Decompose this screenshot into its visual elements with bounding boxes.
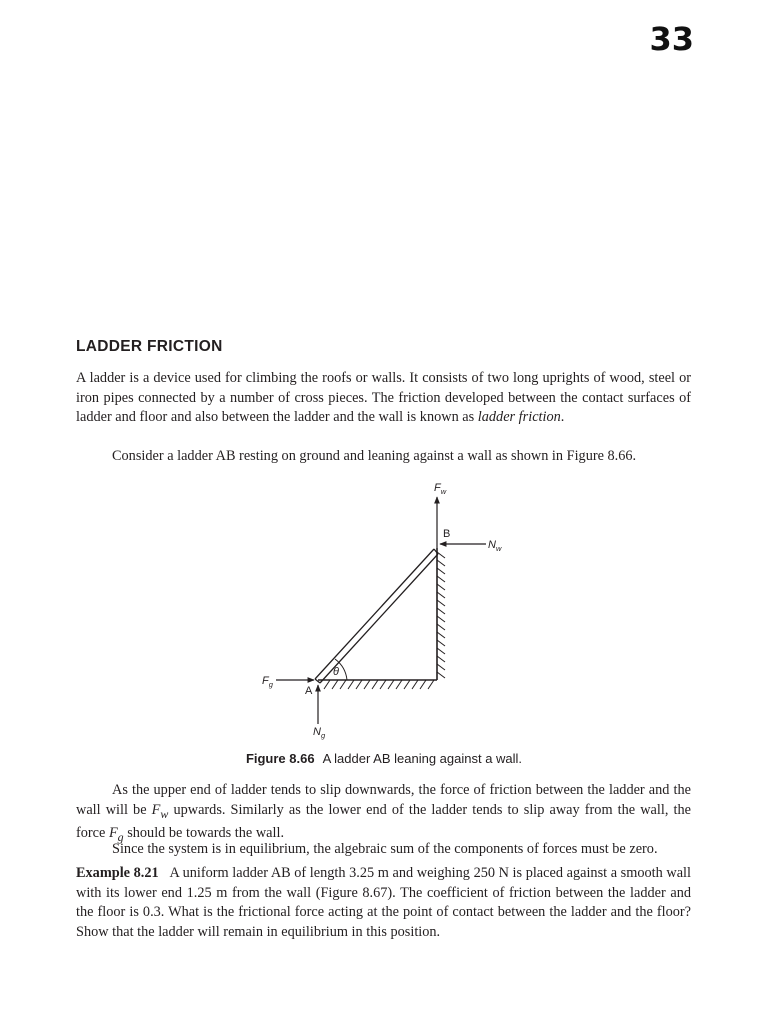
slip-text-1: As the upper end of ladder tends to slip downwards, the force of friction between the ladder and the wall will be [76,782,691,818]
figure-caption [0,751,768,766]
example-paragraph [76,864,691,942]
wall-hatching [437,552,445,678]
figure-caption-label: Figure 8.66 [245,751,315,766]
theta-label: θ [333,666,339,678]
fg-label: $F_g$ [262,675,273,689]
ladder-friction-term: ladder friction [477,409,561,426]
fw-label: $F_w$ [434,482,447,496]
intro-end: . [560,409,565,426]
section-heading: LADDER FRICTION [76,338,223,355]
example-label: Example 8.21 [76,865,159,881]
page-number: 33 [649,20,694,58]
example-text: A uniform ladder AB of length 3.25 m and weighing 250 N is placed against a smooth wall with its lower end 1.25 m from the wall (Figure 8.67). The coefficient of friction between the ladder and the floor is 0.3. What is the frictional force acting at the point of contact between the ladder and the floor? Show that the ladder will remain in equilibrium in this position. [76,865,691,940]
point-a-label: A [305,685,313,697]
point-b-label: B [443,528,451,540]
ng-label: $N_g$ [313,726,326,740]
figure-caption-text: A ladder AB leaning against a wall. [322,751,523,766]
equilibrium-paragraph: Since the system is in equilibrium, the algebraic sum of the components of forces must be zero. [112,841,658,857]
nw-label: $N_w$ [488,539,502,553]
intro-text: A ladder is a device used for climbing the roofs or walls. It consists of two long uprights of wood, steel or iron pipes connected by a number of cross pieces. The friction developed between the contact surfaces of ladder and floor and also between the ladder and the wall is known as [76,370,691,426]
slip-text-3: should be towards the wall. [123,825,285,842]
consider-paragraph: Consider a ladder AB resting on ground and leaning against a wall as shown in Figure 8.66. [112,448,637,464]
floor-hatching [324,680,434,689]
fw-symbol: $F_w$ [151,801,169,821]
fg-symbol: $F_g$ [108,825,124,844]
slip-text-2: upwards. Similarly as the lower end of the ladder tends to slip away from the wall, the force [76,801,691,842]
slip-paragraph [76,781,691,848]
ladder [315,549,438,683]
